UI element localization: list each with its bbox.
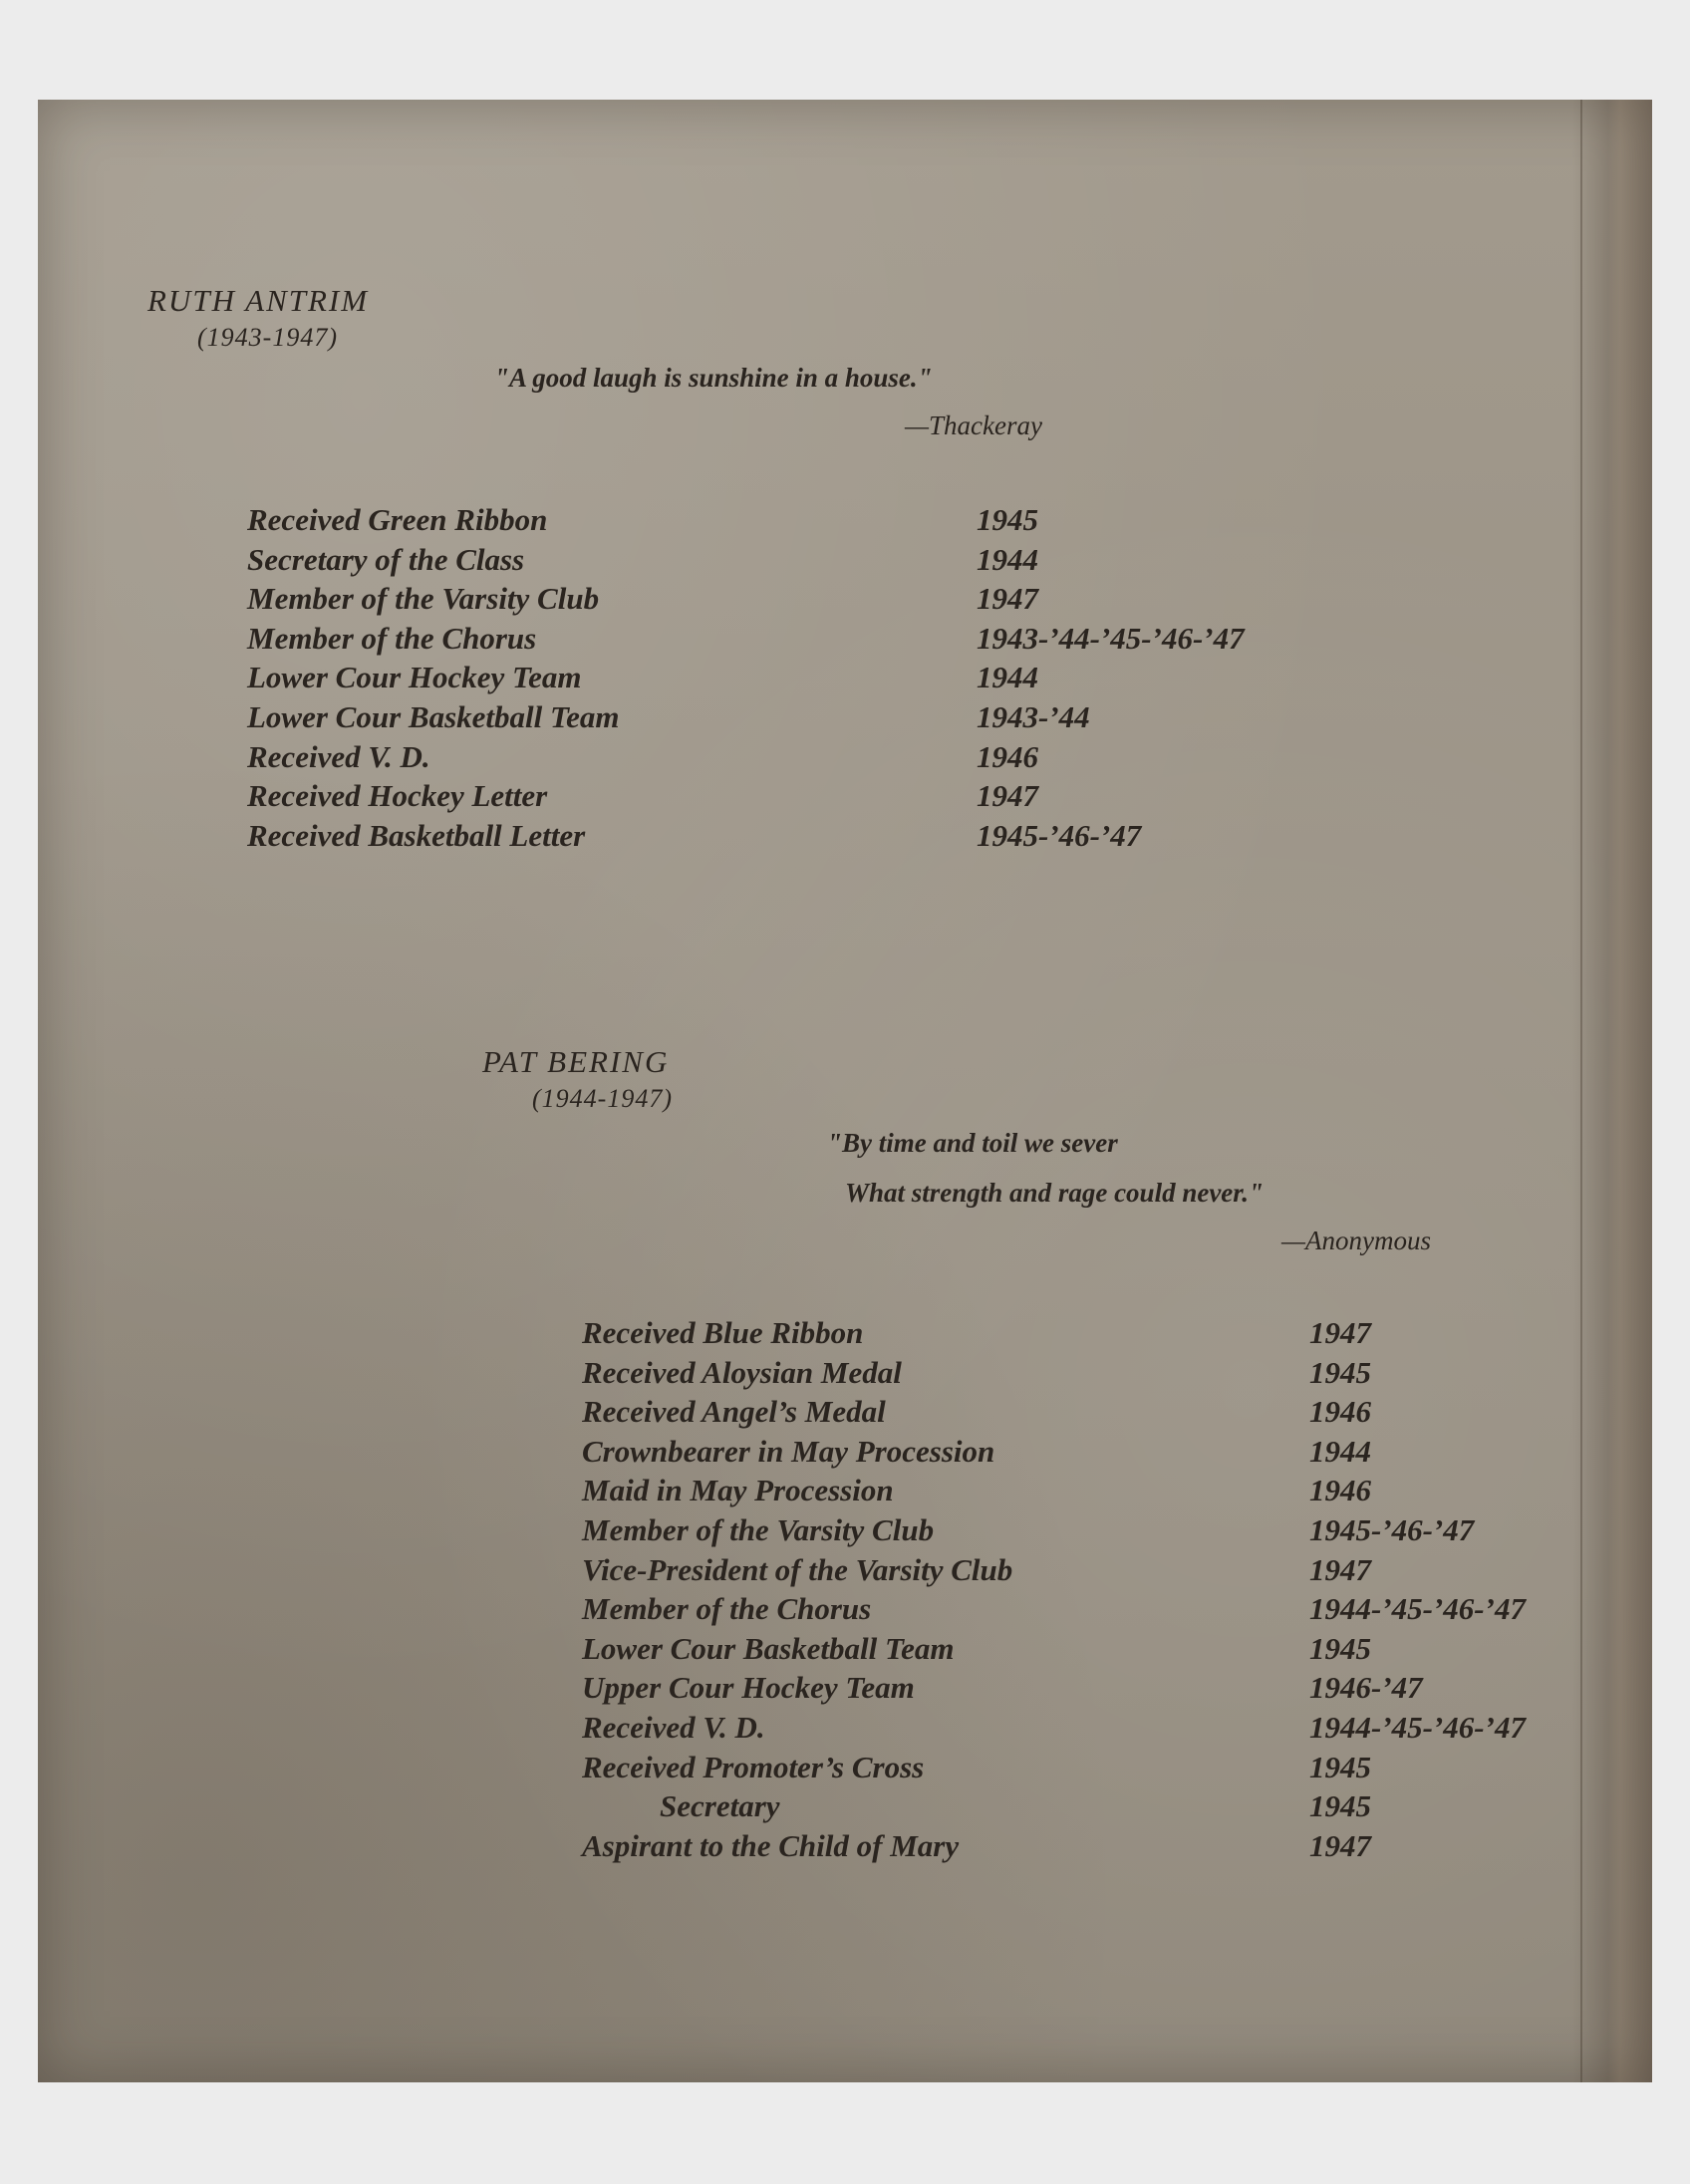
achievement-year: 1945 <box>977 502 1038 537</box>
achievement-year: 1947 <box>977 778 1038 814</box>
achievement-row <box>582 1475 1628 1514</box>
achievement-year: 1944-’45-’46-’47 <box>1309 1709 1526 1745</box>
achievement-year: 1944 <box>977 660 1038 695</box>
achievement-label: Vice-President of the Varsity Club <box>582 1551 1013 1587</box>
achievement-year: 1946 <box>1309 1394 1371 1430</box>
achievement-row <box>582 1396 1628 1436</box>
achievement-row <box>582 1551 1628 1594</box>
achievement-label: Member of the Varsity Club <box>247 581 600 617</box>
achievement-year: 1945 <box>1309 1630 1371 1666</box>
achievement-year: 1944 <box>977 541 1038 577</box>
achievement-row <box>247 620 1343 663</box>
achievement-row <box>247 817 1343 860</box>
achievement-year: 1947 <box>1309 1315 1371 1350</box>
student-name: RUTH ANTRIM <box>147 283 370 318</box>
achievement-label: Received Green Ribbon <box>247 502 548 537</box>
achievement-label: Lower Cour Basketball Team <box>247 698 620 734</box>
achievement-year: 1944 <box>1309 1433 1371 1469</box>
achievement-label: Member of the Varsity Club <box>582 1511 935 1547</box>
achievement-row <box>247 698 1343 741</box>
achievement-year: 1943-’44-’45-’46-’47 <box>977 620 1245 656</box>
achievement-label: Received V. D. <box>247 738 430 774</box>
student-years: (1944-1947) <box>532 1084 673 1113</box>
achievement-year: 1945 <box>1309 1788 1371 1824</box>
achievement-row <box>582 1317 1628 1357</box>
achievement-label: Upper Cour Hockey Team <box>582 1670 915 1706</box>
achievement-label: Received Angel’s Medal <box>582 1394 886 1430</box>
achievement-label: Received Basketball Letter <box>247 817 586 853</box>
achievement-label: Received Aloysian Medal <box>582 1354 902 1390</box>
achievement-row <box>582 1827 1628 1870</box>
quote-line: "By time and toil we sever <box>827 1128 1118 1158</box>
achievement-row <box>582 1511 1628 1554</box>
achievement-row <box>582 1709 1628 1752</box>
achievement-row <box>247 541 1343 584</box>
achievement-year: 1945-’46-’47 <box>1309 1511 1475 1547</box>
achievement-year: 1946 <box>977 738 1038 774</box>
achievement-year: 1946-’47 <box>1309 1670 1423 1706</box>
achievement-list <box>247 504 1343 859</box>
achievement-row <box>247 583 1343 623</box>
achievement-row <box>582 1630 1628 1673</box>
achievement-year: 1945 <box>1309 1354 1371 1390</box>
achievement-row <box>247 662 1343 701</box>
achievement-label: Maid in May Procession <box>582 1473 894 1508</box>
student-years: (1943-1947) <box>197 323 338 352</box>
achievement-label: Received Promoter’s Cross <box>582 1749 925 1784</box>
achievement-year: 1944-’45-’46-’47 <box>1309 1591 1526 1627</box>
achievement-row <box>247 738 1343 781</box>
achievement-label: Secretary of the Class <box>247 541 525 577</box>
achievement-label: Lower Cour Basketball Team <box>582 1630 955 1666</box>
achievement-label: Member of the Chorus <box>582 1591 872 1627</box>
achievement-year: 1943-’44 <box>977 698 1090 734</box>
achievement-year: 1947 <box>1309 1551 1371 1587</box>
achievement-year: 1946 <box>1309 1473 1371 1508</box>
achievement-label: Member of the Chorus <box>247 620 537 656</box>
achievement-year: 1947 <box>1309 1827 1371 1863</box>
achievement-row <box>247 780 1343 820</box>
achievement-label: Received Hockey Letter <box>247 778 548 814</box>
yearbook-page <box>38 100 1652 2082</box>
achievement-label: Lower Cour Hockey Team <box>247 660 582 695</box>
achievement-row <box>582 1433 1628 1476</box>
achievement-list <box>582 1317 1628 1869</box>
achievement-label: Crownbearer in May Procession <box>582 1433 995 1469</box>
achievement-label: Received Blue Ribbon <box>582 1315 864 1350</box>
achievement-row <box>582 1749 1628 1791</box>
achievement-row <box>582 1593 1628 1633</box>
student-name: PAT BERING <box>482 1044 670 1079</box>
quote-author: —Thackeray <box>905 410 1042 440</box>
achievement-row <box>582 1790 1628 1830</box>
quote-line: "A good laugh is sunshine in a house." <box>494 363 933 393</box>
achievement-year: 1945 <box>1309 1749 1371 1784</box>
achievement-label: Secretary <box>660 1788 780 1824</box>
achievement-row <box>247 504 1343 544</box>
quote-author: —Anonymous <box>1281 1226 1431 1255</box>
achievement-year: 1947 <box>977 581 1038 617</box>
achievement-label: Received V. D. <box>582 1709 765 1745</box>
achievement-row <box>582 1354 1628 1397</box>
achievement-row <box>582 1672 1628 1712</box>
quote-line: What strength and rage could never." <box>845 1178 1265 1208</box>
achievement-year: 1945-’46-’47 <box>977 817 1142 853</box>
achievement-label: Aspirant to the Child of Mary <box>582 1827 960 1863</box>
